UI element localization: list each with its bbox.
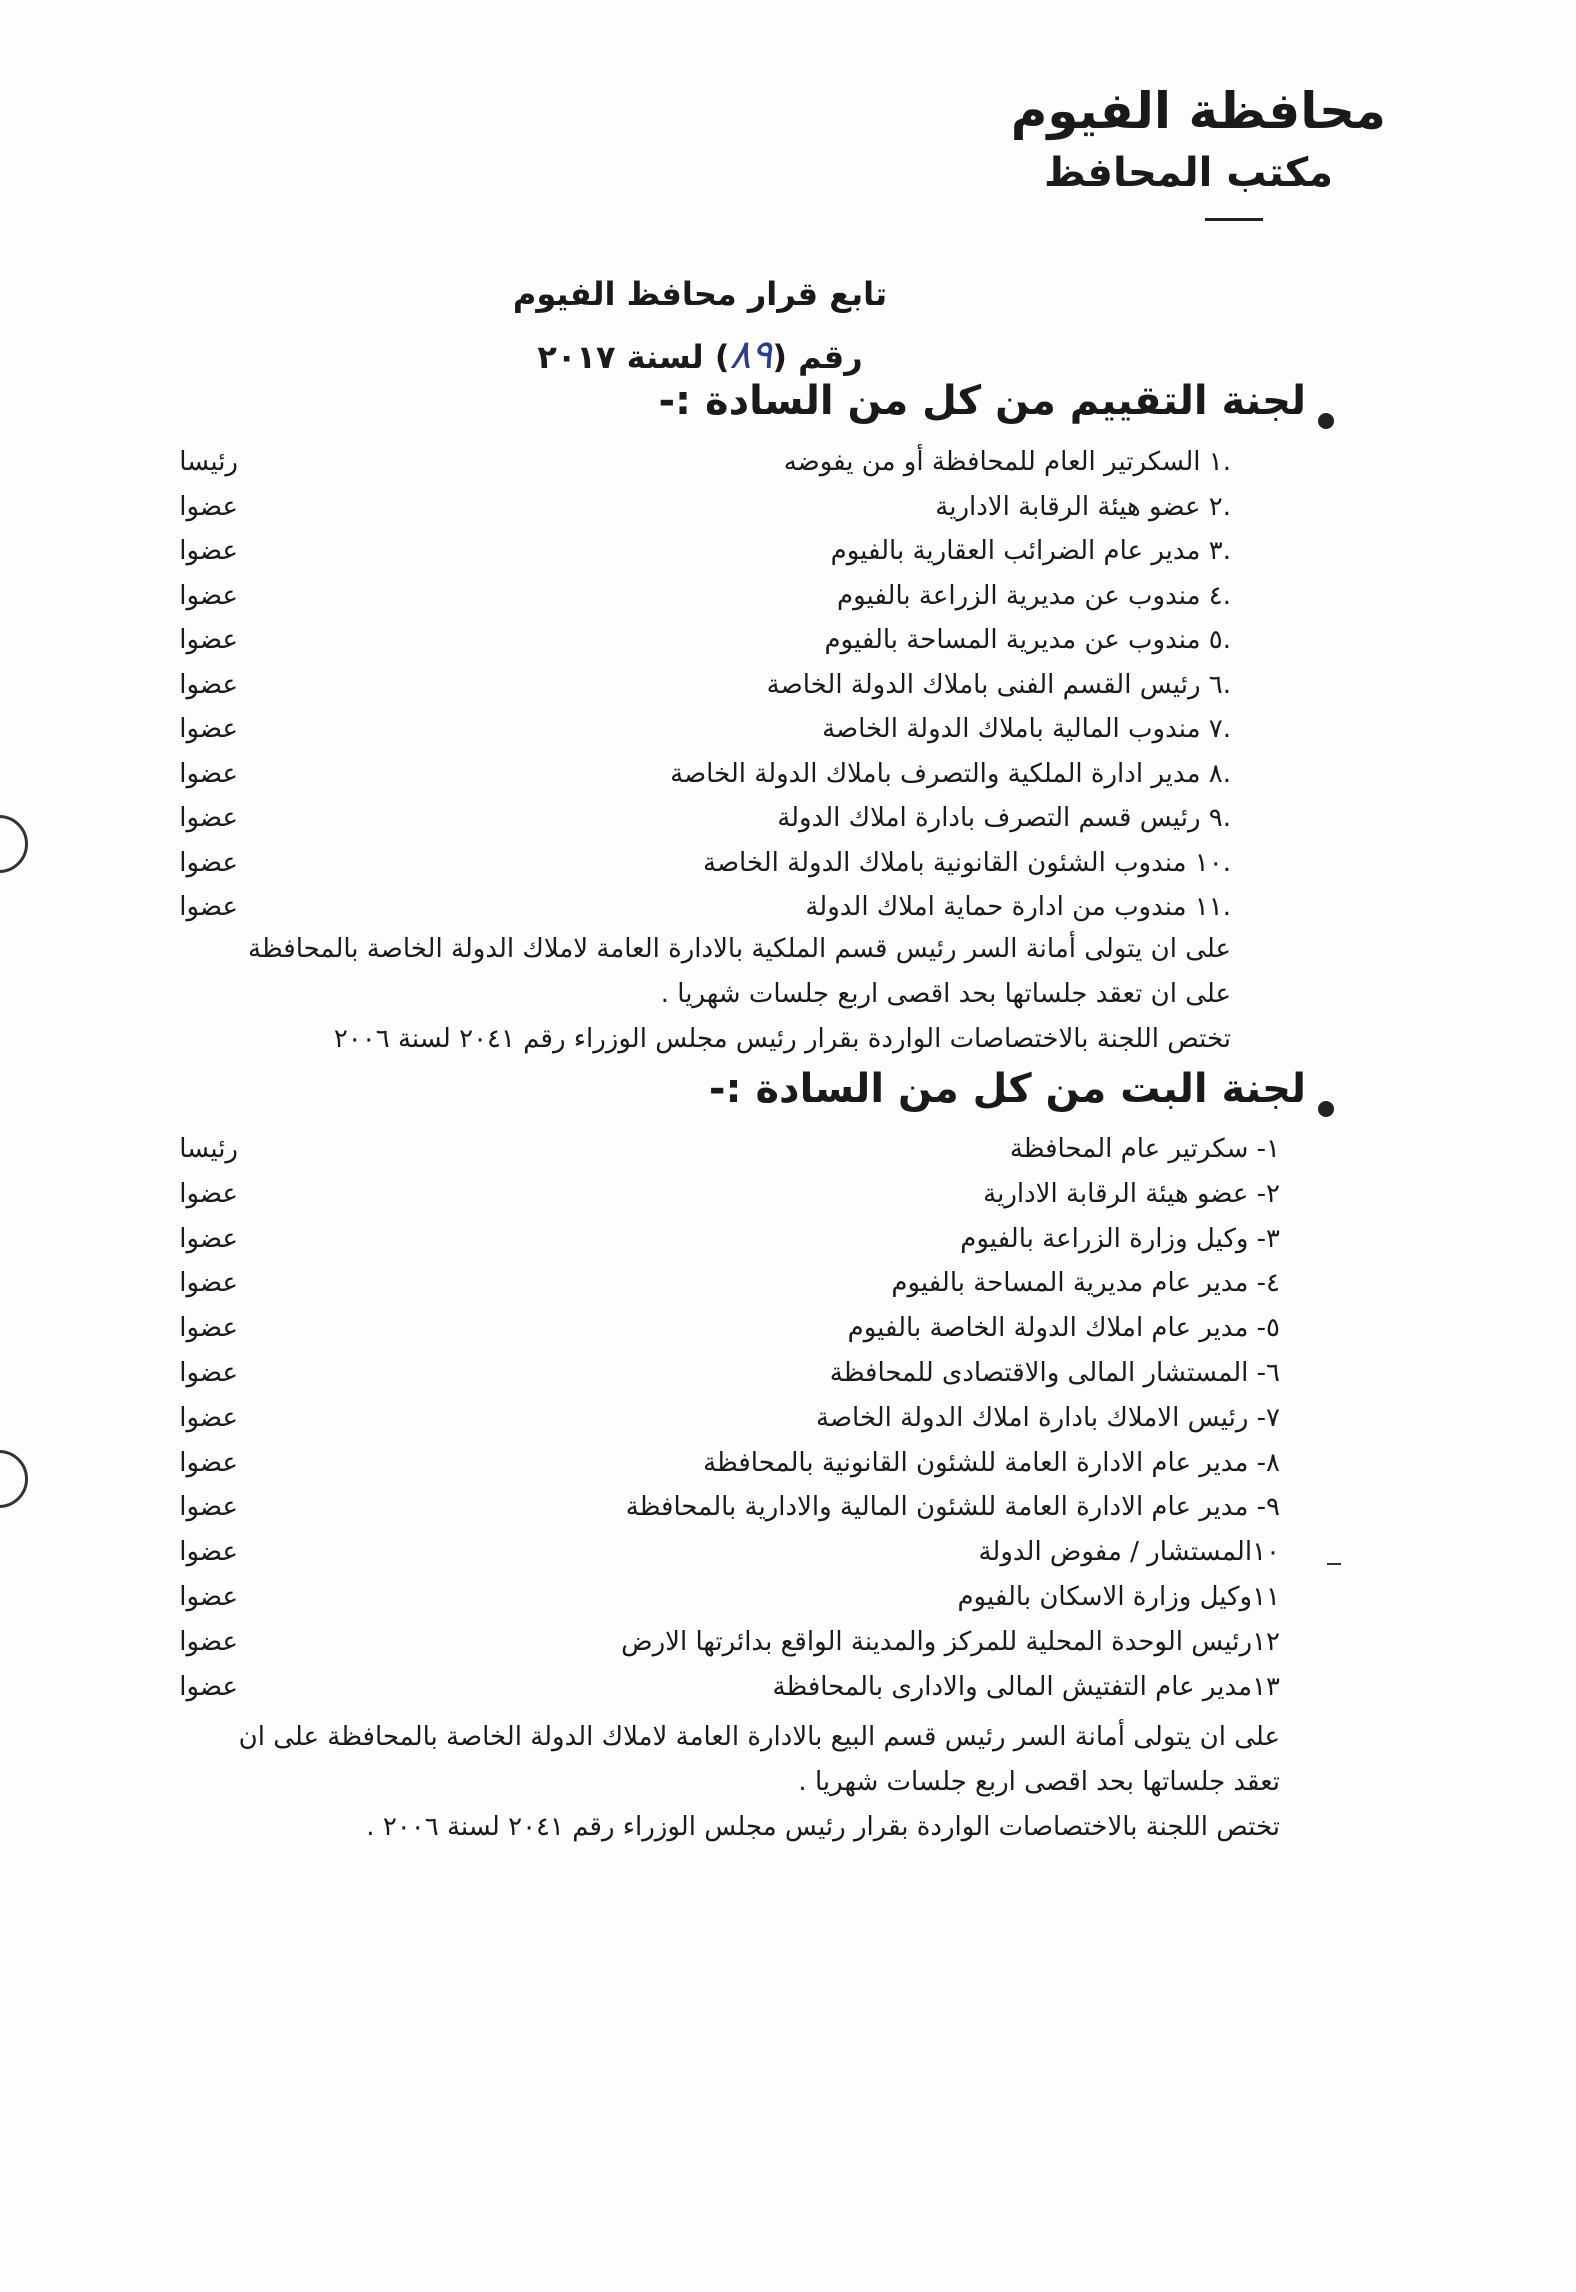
bullet-icon bbox=[1318, 413, 1334, 429]
committee2-mandate-note: تختص اللجنة بالاختصاصات الواردة بقرار رئيس مجلس الوزراء رقم ٢٠٤١ لسنة ٢٠٠٦ . bbox=[366, 1812, 1280, 1842]
member-role: رئيسا bbox=[179, 1134, 238, 1164]
office-name: مكتب المحافظ bbox=[1043, 150, 1333, 196]
committee2-secretary-note: على ان يتولى أمانة السر رئيس قسم البيع بالادارة العامة لاملاك الدولة الخاصة بالمحافظة على ان bbox=[238, 1722, 1280, 1752]
committee1-heading: لجنة التقييم من كل من السادة :- bbox=[658, 378, 1306, 424]
member-title: .٩ رئيس قسم التصرف بادارة املاك الدولة bbox=[777, 803, 1231, 833]
member-role: عضوا bbox=[179, 625, 238, 655]
handwritten-number: ٨٩ bbox=[729, 332, 773, 378]
member-title: .٣ مدير عام الضرائب العقارية بالفيوم bbox=[830, 536, 1231, 566]
member-role: عضوا bbox=[179, 1671, 238, 1702]
bullet-icon bbox=[1318, 1101, 1334, 1117]
header-underline bbox=[1205, 218, 1263, 221]
member-role: عضوا bbox=[179, 1582, 238, 1612]
committee1-mandate-note: تختص اللجنة بالاختصاصات الواردة بقرار رئيس مجلس الوزراء رقم ٢٠٤١ لسنة ٢٠٠٦ bbox=[333, 1024, 1231, 1054]
member-role: عضوا bbox=[179, 1492, 238, 1523]
committee2-heading: لجنة البت من كل من السادة :- bbox=[708, 1066, 1306, 1112]
member-title: ٨- مدير عام الادارة العامة للشئون القانونية بالمحافظة bbox=[703, 1447, 1280, 1478]
member-role: عضوا bbox=[179, 803, 238, 833]
margin-dash bbox=[1327, 1563, 1341, 1565]
member-title: ١٢رئيس الوحدة المحلية للمركز والمدينة الواقع بدائرتها الارض bbox=[621, 1626, 1280, 1657]
member-title: ٢- عضو هيئة الرقابة الادارية bbox=[983, 1178, 1280, 1209]
member-title: .٢ عضو هيئة الرقابة الادارية bbox=[935, 491, 1231, 522]
member-title: .٨ مدير ادارة الملكية والتصرف باملاك الدولة الخاصة bbox=[670, 758, 1231, 789]
member-role: عضوا bbox=[179, 758, 238, 789]
member-role: عضوا bbox=[179, 1358, 238, 1388]
decision-number bbox=[500, 332, 900, 378]
governorate-name: محافظة الفيوم bbox=[1010, 82, 1386, 140]
decision-number-suffix: ) لسنة ٢٠١٧ bbox=[537, 338, 730, 376]
member-title: ٥- مدير عام املاك الدولة الخاصة بالفيوم bbox=[847, 1313, 1280, 1344]
member-title: ١- سكرتير عام المحافظة bbox=[1009, 1134, 1280, 1164]
member-role: عضوا bbox=[179, 491, 238, 522]
member-title: .٥ مندوب عن مديرية المساحة بالفيوم bbox=[824, 625, 1231, 655]
member-title: .٤ مندوب عن مديرية الزراعة بالفيوم bbox=[837, 580, 1231, 611]
member-title: .٦ رئيس القسم الفنى باملاك الدولة الخاصة bbox=[766, 669, 1231, 700]
member-title: ٦- المستشار المالى والاقتصادى للمحافظة bbox=[829, 1358, 1280, 1388]
member-title: .١ السكرتير العام للمحافظة أو من يفوضه bbox=[783, 447, 1231, 477]
member-role: عضوا bbox=[179, 1268, 238, 1299]
punch-hole bbox=[0, 1450, 28, 1508]
member-role: عضوا bbox=[179, 1447, 238, 1478]
member-role: رئيسا bbox=[179, 447, 238, 477]
decision-number-prefix: رقم ( bbox=[772, 338, 863, 376]
member-role: عضوا bbox=[179, 714, 238, 744]
member-role: عضوا bbox=[179, 536, 238, 566]
member-title: ٤- مدير عام مديرية المساحة بالفيوم bbox=[891, 1268, 1280, 1299]
member-role: عضوا bbox=[179, 847, 238, 878]
committee1-secretary-note: على ان يتولى أمانة السر رئيس قسم الملكية بالادارة العامة لاملاك الدولة الخاصة بالمحافظة bbox=[248, 934, 1231, 964]
member-title: .٧ مندوب المالية باملاك الدولة الخاصة bbox=[822, 714, 1231, 744]
member-title: ١٠المستشار / مفوض الدولة bbox=[978, 1537, 1280, 1568]
decision-title: تابع قرار محافظ الفيوم bbox=[512, 275, 888, 313]
member-title: ٣- وكيل وزارة الزراعة بالفيوم bbox=[960, 1223, 1280, 1254]
committee1-sessions-note: على ان تعقد جلساتها بحد اقصى اربع جلسات شهريا . bbox=[660, 979, 1231, 1009]
member-role: عضوا bbox=[179, 1178, 238, 1209]
member-title: ٧- رئيس الاملاك بادارة املاك الدولة الخاصة bbox=[816, 1402, 1280, 1433]
member-role: عضوا bbox=[179, 1223, 238, 1254]
member-title: .١١ مندوب من ادارة حماية املاك الدولة bbox=[805, 892, 1231, 922]
member-role: عضوا bbox=[179, 1626, 238, 1657]
committee2-sessions-note: تعقد جلساتها بحد اقصى اربع جلسات شهريا . bbox=[798, 1767, 1280, 1797]
member-title: .١٠ مندوب الشئون القانونية باملاك الدولة الخاصة bbox=[703, 847, 1231, 878]
member-role: عضوا bbox=[179, 669, 238, 700]
member-role: عضوا bbox=[179, 580, 238, 611]
member-role: عضوا bbox=[179, 1402, 238, 1433]
member-role: عضوا bbox=[179, 1313, 238, 1344]
member-role: عضوا bbox=[179, 1537, 238, 1568]
member-title: ٩- مدير عام الادارة العامة للشئون المالية والادارية بالمحافظة bbox=[625, 1492, 1280, 1523]
punch-hole bbox=[0, 815, 28, 873]
member-role: عضوا bbox=[179, 892, 238, 922]
member-title: ١٣مدير عام التفتيش المالى والادارى بالمحافظة bbox=[772, 1671, 1280, 1702]
member-title: ١١وكيل وزارة الاسكان بالفيوم bbox=[957, 1582, 1280, 1612]
